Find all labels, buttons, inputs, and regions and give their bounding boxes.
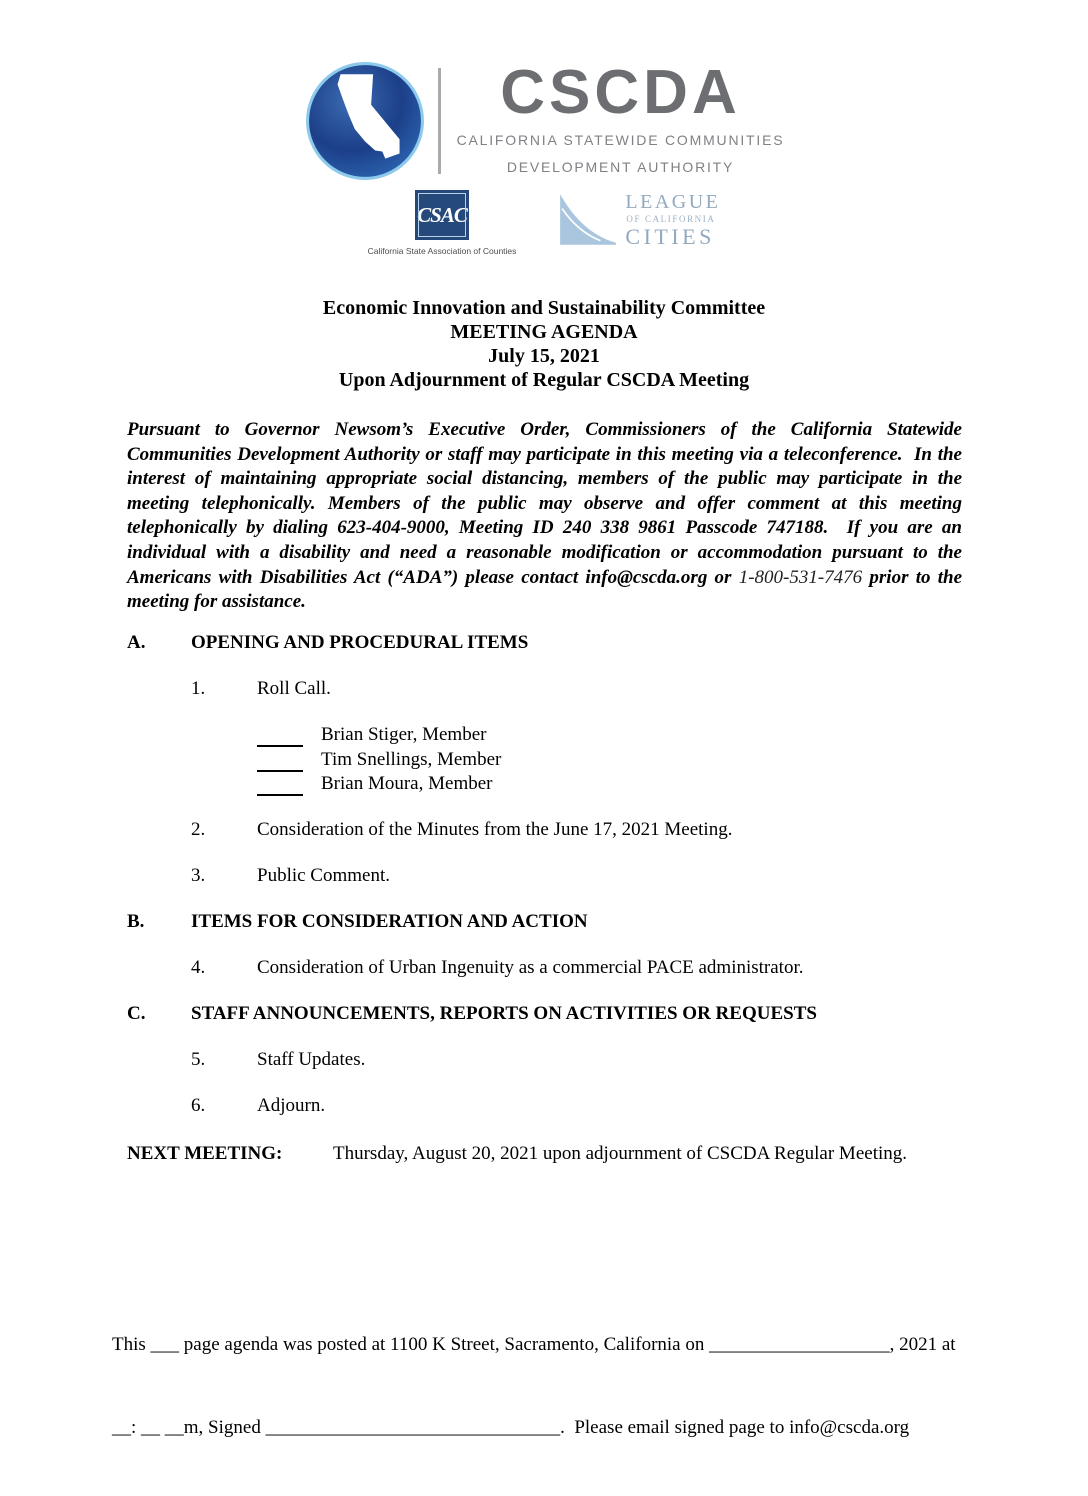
item-number: 1. <box>191 677 206 699</box>
section-letter: B. <box>127 911 145 933</box>
roll-call-name: Tim Snellings, Member <box>321 748 502 770</box>
notice-body: Pursuant to Governor Newsom’s Executive Order, Commissioners of the California Statewide Communities Development Authority or staff may participate in this meeting via a teleconference. In the interest of maintaining appropriate social distancing, members of the public may participate in the meeting telephonically. Members of the public may observe and offer comment at this meeting telephonically by dialing 623-404-9000, Meeting ID 240 338 9861 Passcode 747188. If you are an individual with a disability and need a reasonable modification or accommodation pursuant to the Americans with Disabilities Act (“ADA”) please contact info@cscda.org or <box>127 419 962 588</box>
league-swoosh-icon <box>556 193 618 247</box>
section-b-heading <box>127 909 962 934</box>
section-heading-text: ITEMS FOR CONSIDERATION AND ACTION <box>191 911 588 933</box>
item-number: 5. <box>191 1049 206 1071</box>
notice-after-phone: prior to the meeting for assistance. <box>127 566 962 613</box>
csac-box-icon: CSAC <box>415 190 469 240</box>
cscda-acronym: CSCDA <box>500 57 741 127</box>
posting-footer <box>112 1276 982 1496</box>
section-c-heading <box>127 1001 962 1026</box>
roll-call-blank <box>257 753 303 772</box>
agenda-item-6 <box>191 1093 962 1118</box>
cscda-tagline: CALIFORNIA STATEWIDE COMMUNITIES DEVELOPMENT AUTHORITY <box>456 131 785 175</box>
agenda-item-4 <box>191 955 962 980</box>
section-heading-text: OPENING AND PROCEDURAL ITEMS <box>191 631 529 653</box>
next-meeting-text: Thursday, August 20, 2021 upon adjournment of CSCDA Regular Meeting. <box>333 1143 907 1165</box>
california-state-icon <box>304 60 426 182</box>
section-a-heading <box>127 630 962 655</box>
league-of-california-cities-logo <box>556 192 720 248</box>
item-text: Consideration of Urban Ingenuity as a commercial PACE administrator. <box>257 957 804 979</box>
section-letter: A. <box>127 631 146 653</box>
roll-call-row <box>257 772 962 797</box>
roll-call-blank <box>257 728 303 747</box>
footer-line-1: This ___ page agenda was posted at 1100 K Street, Sacramento, California on ___________________, 2021 at <box>112 1334 956 1355</box>
agenda-list <box>127 630 962 1119</box>
agenda-item-1 <box>191 676 962 701</box>
item-text: Public Comment. <box>257 865 390 887</box>
item-number: 3. <box>191 865 206 887</box>
next-meeting-label: NEXT MEETING: <box>127 1143 283 1165</box>
csac-caption: California State Association of Counties <box>367 246 517 256</box>
item-text: Roll Call. <box>257 677 331 699</box>
roll-call-row <box>257 723 962 748</box>
meeting-date: July 15, 2021 <box>488 345 600 367</box>
title-block <box>0 296 1088 392</box>
roll-call-list <box>257 723 962 797</box>
agenda-item-2 <box>191 817 962 842</box>
item-number: 4. <box>191 957 206 979</box>
next-meeting-row <box>127 1141 962 1166</box>
item-text: Staff Updates. <box>257 1049 366 1071</box>
meeting-time-note: Upon Adjournment of Regular CSCDA Meeting <box>338 369 750 391</box>
csac-logo <box>368 190 517 256</box>
item-number: 6. <box>191 1095 206 1117</box>
roll-call-name: Brian Moura, Member <box>321 773 493 795</box>
footer-line-2: __: __ __m, Signed _______________________________. Please email signed page to info@cscda.org <box>112 1416 910 1438</box>
meeting-agenda-title: MEETING AGENDA <box>450 321 638 343</box>
item-text: Consideration of the Minutes from the June 17, 2021 Meeting. <box>257 819 733 841</box>
ada-phone-link[interactable]: 1-800-531-7476 <box>738 566 863 588</box>
logo-divider <box>438 68 441 174</box>
section-letter: C. <box>127 1003 146 1025</box>
item-text: Adjourn. <box>257 1095 326 1117</box>
roll-call-row <box>257 747 962 772</box>
agenda-item-3 <box>191 863 962 888</box>
league-line1: LEAGUE <box>625 191 721 213</box>
teleconference-notice <box>127 418 962 615</box>
cscda-logo <box>0 0 1088 182</box>
item-number: 2. <box>191 819 206 841</box>
committee-title: Economic Innovation and Sustainability Committee <box>322 297 766 319</box>
roll-call-name: Brian Stiger, Member <box>321 724 487 746</box>
league-line2: OF CALIFORNIA <box>626 214 716 224</box>
league-line3: CITIES <box>625 224 715 249</box>
partner-logos-row <box>0 190 1088 256</box>
section-heading-text: STAFF ANNOUNCEMENTS, REPORTS ON ACTIVITIES OR REQUESTS <box>191 1003 817 1025</box>
agenda-item-5 <box>191 1047 962 1072</box>
roll-call-blank <box>257 777 303 796</box>
